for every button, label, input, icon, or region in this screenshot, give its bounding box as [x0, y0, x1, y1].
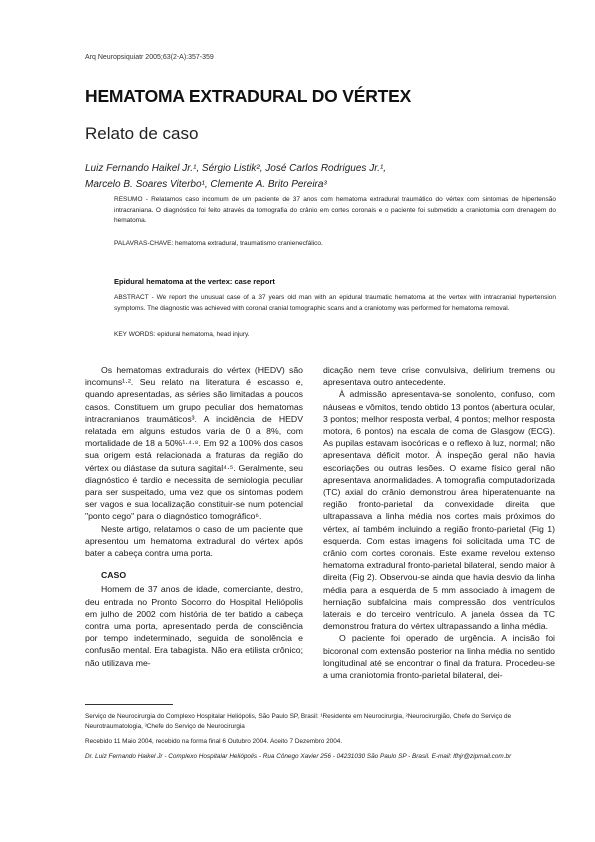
abstract-pt-text: - Relatamos caso incomum de um paciente de 37 anos com hematoma extradural traumático do vértex com sintomas de hipertensão intracraniana. O diagnóstico foi feito através da tomografia do crânio em cortes coronais e o paciente foi submetido a craniotomia com drenagem do hematoma. — [114, 196, 556, 224]
keywords-en-label: KEY WORDS: — [114, 331, 156, 338]
footnote-affiliation: Serviço de Neurocirurgia do Complexo Hospitalar Heliópolis, São Paulo SP, Brasil: ¹Residente em Neurocirurgia, ²Neurocirurgião, Chefe do Serviço de Neurotraumatologia, ³Chefe do Serviço de Neurocirurgia — [85, 713, 512, 730]
left-column — [85, 364, 303, 669]
abstract-english — [114, 293, 556, 314]
keywords-en-text: epidural hematoma, head injury. — [155, 331, 250, 338]
keywords-pt-label: PALAVRAS-CHAVE: — [114, 240, 174, 247]
case-paragraph-continued: dicação nem teve crise convulsiva, delirium tremens ou apresentava outro antecedente. — [323, 365, 555, 388]
abstract-portuguese — [114, 195, 556, 227]
article-subtitle: Relato de caso — [85, 124, 199, 143]
case-paragraph-1: Homem de 37 anos de idade, comerciante, destro, deu entrada no Pronto Socorro do Hospital Heliópolis em julho de 2002 com história de ter batido a cabeça contra uma porta, apresentado perda de consciência por tempo indeterminado, seguida de sonolência e confusão mental. Era tabagista. Não era etilista crônico; não utilizava me- — [85, 584, 303, 668]
english-title: Epidural hematoma at the vertex: case report — [114, 277, 275, 286]
case-paragraph-2: À admissão apresentava-se sonolento, confuso, com náuseas e vômitos, tendo obtido 13 pontos (abertura ocular, 3 pontos; melhor resposta verbal, 4 pontos; melhor resposta motora, 6 pontos) na escala de coma de Glasgow (ECG). As pupilas estavam isocóricas e o reflexo à luz, normal; não apresentava déficit motor. À inspeção geral não havia escoriações ou outras lesões. O exame físico geral não apresentava anormalidades. A tomografia computadorizada (TC) axial do crânio demonstrou área hiperatenuante na região fronto-parietal da convexidade direita que ultrapassava a linha média nos cortes mais próximos do vértex, aí também incluindo a região fronto-parietal (Fig 1) esquerda. Com estas imagens foi solicitada uma TC de crânio com cortes coronais. Este exame revelou extenso hematoma extradural fronto-parietal bilateral, sendo maior à direita (Fig 2). Observou-se ainda que havia desvio da linha média para a esquerda de 5 mm associado à imagem de herniação subfalcina mais compressão dos ventrículos laterais e do terceiro ventrículo. A janela óssea da TC demonstrou fratura do vértex ultrapassando a linha média. — [323, 389, 555, 632]
abstract-en-text: - We report the unusual case of a 37 years old man with an epidural traumatic hematoma at the vertex with intracranial hypertension symptoms. The diagnostic was achieved with coronal cranial tomographic scans and a craniotomy was performed for hematoma removal. — [114, 294, 556, 312]
intro-paragraph-2: Neste artigo, relatamos o caso de um paciente que apresentou um hematoma extradural do vértex após bater a cabeça contra uma porta. — [85, 523, 303, 559]
footnote-divider — [85, 704, 173, 705]
author-list — [85, 161, 555, 193]
right-column — [323, 364, 555, 681]
intro-paragraph-1: Os hematomas extradurais do vértex (HEDV) são incomuns¹·². Seu relato na literatura é escasso e, quando apresentadas, as séries são limitadas a poucos casos. Constituem um grupo peculiar dos hematomas intracranianos traumáticos³. A incidência de HEDV relatada em alguns estudos varia de 0 a 8%, com mortalidade de 18 a 50%¹·⁴·⁸. Em 92 a 100% dos casos sua origem está relacionada a fraturas da região do vértex ou diástase da sutura sagital⁴·⁵. Geralmente, seu diagnóstico é tardio e necessita de semiologia peculiar para ser suspeitado, uma vez que os sintomas podem ser vagos e sua localização constituir-se num potencial "ponto cego" para o diagnóstico tomográfico⁶. — [85, 365, 303, 522]
keywords-portuguese — [114, 239, 556, 250]
case-paragraph-3: O paciente foi operado de urgência. A incisão foi bicoronal com extensão posterior na linha média no sentido longitudinal até se encontrar o final da fratura. Procedeu-se a uma craniotomia fronto-parietal bilateral, dei- — [323, 633, 555, 681]
authors-line-2: Marcelo B. Soares Viterbo¹, Clemente A. Brito Pereira³ — [85, 179, 327, 190]
keywords-english — [114, 330, 556, 341]
authors-line-1: Luiz Fernando Haikel Jr.¹, Sérgio Listik², José Carlos Rodrigues Jr.¹, — [85, 163, 387, 174]
section-heading-case: CASO — [101, 570, 127, 581]
footnote-received: Recebido 11 Maio 2004, recebido na forma final 6 Outubro 2004. Aceito 7 Dezembro 2004. — [85, 738, 343, 745]
keywords-pt-text: hematoma extradural, traumatismo cranienecfálico. — [173, 240, 323, 247]
journal-citation: Arq Neuropsiquiatr 2005;63(2-A):357-359 — [85, 54, 214, 61]
abstract-en-label: ABSTRACT — [114, 294, 149, 301]
footnote-correspondence: Dr. Luiz Fernando Haikel Jr - Complexo Hospitalar Heliópolis - Rua Cônego Xavier 256 - 04231030 São Paulo SP - Brasil. E-mail: lfhjr@zipmail.com.br — [85, 753, 512, 760]
article-title: HEMATOMA EXTRADURAL DO VÉRTEX — [85, 86, 412, 106]
abstract-pt-label: RESUMO — [114, 196, 143, 203]
